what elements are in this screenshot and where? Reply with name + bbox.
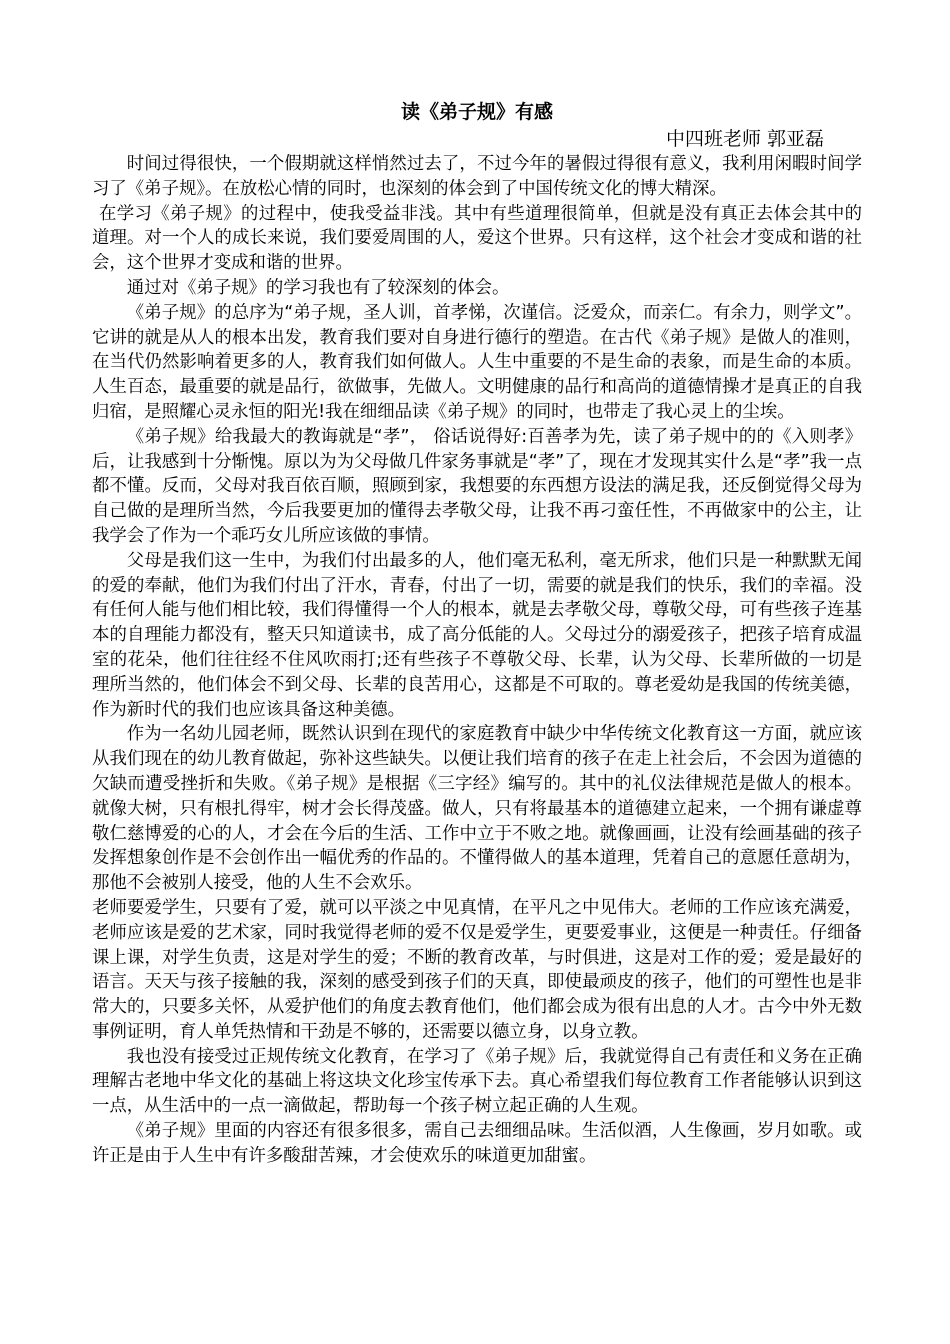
document-page — [92, 98, 862, 1169]
paragraph-5: 《弟子规》给我最大的教诲就是“孝”， 俗话说得好:百善孝为先，读了弟子规中的的《入则孝》后，让我感到十分惭愧。原以为为父母做几件家务事就是“孝”了，现在才发现其实什么是“孝”我一点都不懂。反而，父母对我百依百顺，照顾到家，我想要的东西想方设法的满足我，还反倒觉得父母为自己做的是理所当然，今后我要更加的懂得去孝敬父母，让我不再刁蛮任性，不再做家中的公主，让我学会了作为一个乖巧女儿所应该做的事情。 — [92, 426, 862, 546]
document-title: 读《弟子规》有感 — [400, 101, 553, 123]
paragraph-3: 通过对《弟子规》的学习我也有了较深刻的体会。 — [126, 277, 510, 298]
paragraph-2: 在学习《弟子规》的过程中，使我受益非浅。其中有些道理很简单，但就是没有真正去体会其中的道理。对一个人的成长来说，我们要爱周围的人，爱这个世界。只有这样，这个社会才变成和谐的社会，这个世界才变成和谐的世界。 — [92, 203, 862, 274]
paragraph-7: 作为一名幼儿园老师，既然认识到在现代的家庭教育中缺少中华传统文化教育这一方面，就应该从我们现在的幼儿教育做起，弥补这些缺失。以便让我们培育的孩子在走上社会后，不会因为道德的欠缺而遭受挫折和失败。《弟子规》是根据《三字经》编写的。其中的礼仪法律规范是做人的根本。就像大树，只有根扎得牢，树才会长得茂盛。做人，只有将最基本的道德建立起来，一个拥有谦虚尊敬仁慈博爱的心的人，才会在今后的生活、工作中立于不败之地。就像画画，让没有绘画基础的孩子发挥想象创作是不会创作出一幅优秀的作品的。不懂得做人的基本道理，凭着自己的意愿任意胡为，那他不会被别人接受，他的人生不会欢乐。 — [92, 724, 862, 894]
paragraph-8: 老师要爱学生，只要有了爱，就可以平淡之中见真情，在平凡之中见伟大。老师的工作应该充满爱，老师应该是爱的艺术家，同时我觉得老师的爱不仅是爱学生，更要爱事业，这便是一种责任。仔细备课上课，对学生负责，这是对学生的爱；不断的教育改革，与时俱进，这是对工作的爱；爱是最好的语言。天天与孩子接触的我，深刻的感受到孩子们的天真，即使最顽皮的孩子，他们的可塑性也是非常大的，只要多关怀，从爱护他们的角度去教育他们，他们都会成为很有出息的人才。古今中外无数事例证明，育人单凭热情和干劲是不够的，还需要以德立身，以身立教。 — [92, 897, 862, 1042]
paragraph-6: 父母是我们这一生中，为我们付出最多的人，他们毫无私利，毫无所求，他们只是一种默默无闻的爱的奉献，他们为我们付出了汗水，青春，付出了一切，需要的就是我们的快乐，我们的幸福。没有任何人能与他们相比较，我们得懂得一个人的根本，就是去孝敬父母，尊敬父母，可有些孩子连基本的自理能力都没有，整天只知道读书，成了高分低能的人。父母过分的溺爱孩子，把孩子培育成温室的花朵，他们往往经不住风吹雨打;还有些孩子不尊敬父母、长辈，认为父母、长辈所做的一切是理所当然的，他们体会不到父母、长辈的良苦用心，这都是不可取的。尊老爱幼是我国的传统美德，作为新时代的我们也应该具备这种美德。 — [92, 550, 862, 720]
paragraph-9: 我也没有接受过正规传统文化教育，在学习了《弟子规》后，我就觉得自己有责任和义务在正确理解古老地中华文化的基础上将这块文化珍宝传承下去。真心希望我们每位教育工作者能够认识到这一点，从生活中的一点一滴做起，帮助每一个孩子树立起正确的人生观。 — [92, 1046, 862, 1117]
document-author: 中四班老师 郭亚磊 — [665, 128, 824, 150]
paragraph-4: 《弟子规》的总序为“弟子规，圣人训，首孝悌，次谨信。泛爱众，而亲仁。有余力，则学文”。它讲的就是从人的根本出发，教育我们要对自身进行德行的塑造。在古代《弟子规》是做人的准则，在当代仍然影响着更多的人，教育我们如何做人。人生中重要的不是生命的表象，而是生命的本质。人生百态，最重要的就是品行，欲做事，先做人。文明健康的品行和高尚的道德情操才是真正的自我归宿，是照耀心灵永恒的阳光!我在细细品读《弟子规》的同时，也带走了我心灵上的尘埃。 — [92, 302, 862, 422]
paragraph-1: 时间过得很快，一个假期就这样悄然过去了，不过今年的暑假过得很有意义，我利用闲暇时间学习了《弟子规》。在放松心情的同时，也深刻的体会到了中国传统文化的博大精深。 — [92, 154, 862, 199]
paragraph-10: 《弟子规》里面的内容还有很多很多，需自己去细细品味。生活似酒，人生像画，岁月如歌。或许正是由于人生中有许多酸甜苦辣，才会使欢乐的味道更加甜蜜。 — [92, 1121, 862, 1166]
